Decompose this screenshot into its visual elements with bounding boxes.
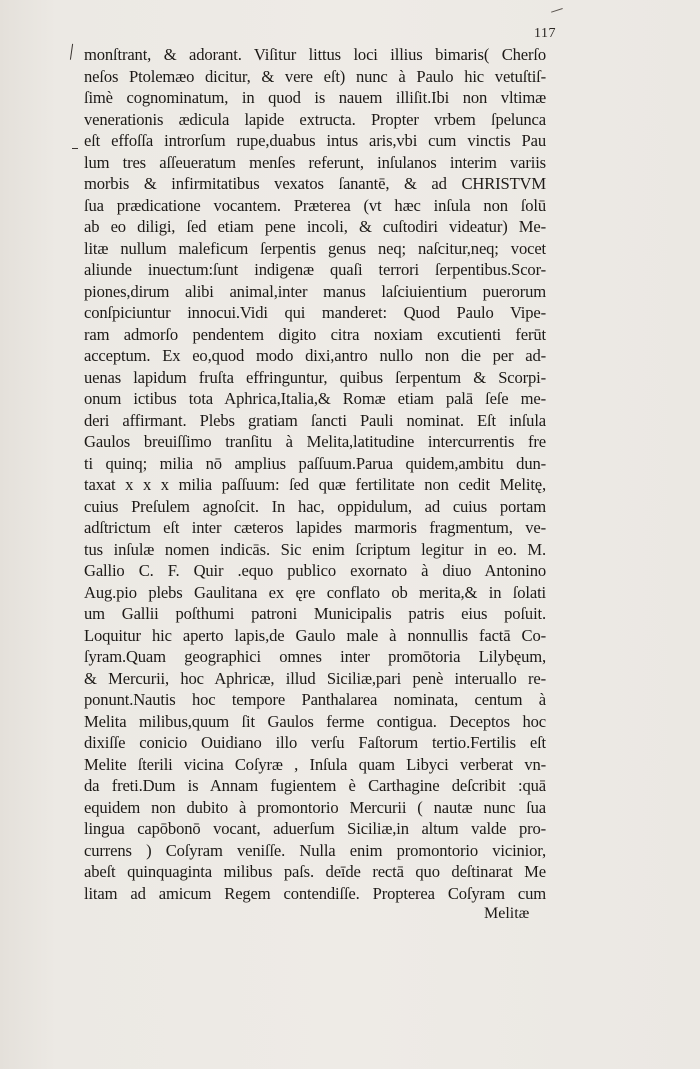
- text-line: Melita milibus,quum ſit Gaulos ferme contigua. Deceptos hoc: [84, 711, 546, 731]
- text-line: acceptum. Ex eo,quod modo dixi,antro nullo non die per ad-: [84, 346, 546, 365]
- text-line: aliunde inuectum:ſunt indigenæ quaſi terrori ſerpentibus.Scor-: [84, 260, 546, 279]
- text-line: da freti.Dum is Annam fugientem è Carthagine deſcribit :quā: [84, 776, 546, 795]
- text-line: Gallio C. F. Quir .equo publico exornato à diuo Antonino: [84, 561, 546, 580]
- text-line: Gaulos breuiſſimo tranſitu à Melita,latitudine intercurrentis fre: [84, 432, 546, 451]
- text-line: eſt effoſſa introrſum rupe,duabus intus aris,vbi cum vinctis Pau: [84, 131, 546, 150]
- body-text: [84, 44, 546, 904]
- text-line: neſos Ptolemæo dicitur, & vere eſt) nunc à Paulo hic vetuſtiſ-: [84, 66, 546, 86]
- text-line: ab eo diligi, ſed etiam pene incoli, & cuſtodiri videatur) Me-: [84, 217, 546, 236]
- text-line: ſimè cognominatum, in quod is nauem illiſit.Ibi non vltimæ: [84, 88, 546, 107]
- text-line: equidem non dubito à promontorio Mercurii ( nautæ nunc ſua: [84, 797, 546, 817]
- text-line: deri affirmant. Plebs gratiam ſancti Pauli nominat. Eſt inſula: [84, 410, 546, 430]
- margin-mark: [72, 148, 78, 149]
- text-line: ſua prædicatione vocantem. Præterea (vt hæc inſula non ſolū: [84, 195, 546, 215]
- text-line: Aug.pio plebs Gaulitana ex ęre conflato ob merita,& in ſolati: [84, 582, 546, 602]
- text-line: uenas lapidum fruſta effringuntur, quibus ſerpentum & Scorpi-: [84, 367, 546, 387]
- text-line: abeſt quinquaginta milibus paſs. deīde rectā quo deſtinarat Me: [84, 862, 546, 881]
- page-number: 117: [534, 26, 556, 41]
- text-line: currens ) Coſyram veniſſe. Nulla enim promontorio vicinior,: [84, 840, 546, 860]
- text-line: um Gallii poſthumi patroni Municipalis patris eius poſuit.: [84, 604, 546, 623]
- margin-mark: [549, 2, 563, 12]
- text-line: morbis & infirmitatibus vexatos ſanantē, & ad CHRISTVM: [84, 174, 546, 193]
- text-line: lingua capōbonō vocant, aduerſum Siciliæ,in altum valde pro-: [84, 819, 546, 838]
- text-line: dixiſſe conicio Ouidiano illo verſu Faſtorum tertio.Fertilis eſt: [84, 733, 546, 752]
- text-line: Melite ſterili vicina Coſyræ , Inſula quam Libyci verberat vn-: [84, 754, 546, 774]
- text-line: ponunt.Nautis hoc tempore Panthalarea nominata, centum à: [84, 690, 546, 709]
- text-line: lum tres aſſeueratum menſes referunt, inſulanos interim variis: [84, 152, 546, 172]
- text-line: & Mercurii, hoc Aphricæ, illud Siciliæ,pari penè interuallo re-: [84, 668, 546, 688]
- text-line: cuius Preſulem agnoſcit. In hac, oppidulum, ad cuius portam: [84, 496, 546, 516]
- text-line: piones,dirum alibi animal,inter manus laſciuientium puerorum: [84, 281, 546, 301]
- text-line: Loquitur hic aperto lapis,de Gaulo male à nonnullis factā Co-: [84, 625, 546, 645]
- margin-mark: [70, 44, 76, 60]
- catchword: Melitæ: [484, 905, 530, 922]
- text-line: taxat x x x milia paſſuum: ſed quæ fertilitate non cedit Melitę,: [84, 475, 546, 494]
- text-line: ram admorſo pendentem digito citra noxiam excutienti ferūt: [84, 324, 546, 344]
- text-line: adſtrictum eſt inter cæteros lapides marmoris fragmentum, ve-: [84, 518, 546, 537]
- text-line: litæ nullum maleficum ſerpentis genus neq; naſcitur,neq; vocet: [84, 238, 546, 258]
- text-line: tus inſulæ nomen indicās. Sic enim ſcriptum legitur in eo. M.: [84, 539, 546, 559]
- text-line: venerationis ædicula lapide extructa. Propter vrbem ſpelunca: [84, 109, 546, 129]
- text-line: onum ictibus tota Aphrica,Italia,& Romæ etiam palā ſeſe me-: [84, 389, 546, 408]
- text-line: ti quinq; milia nō amplius paſſuum.Parua quidem,ambitu dun-: [84, 453, 546, 473]
- text-line: conſpiciuntur innocui.Vidi qui manderet: Quod Paulo Vipe-: [84, 303, 546, 322]
- text-line: litam ad amicum Regem contendiſſe. Propterea Coſyram cum: [84, 883, 546, 903]
- text-line: ſyram.Quam geographici omnes inter promōtoria Lilybęum,: [84, 647, 546, 666]
- text-line: monſtrant, & adorant. Viſitur littus loci illius bimaris( Cherſo: [84, 45, 546, 64]
